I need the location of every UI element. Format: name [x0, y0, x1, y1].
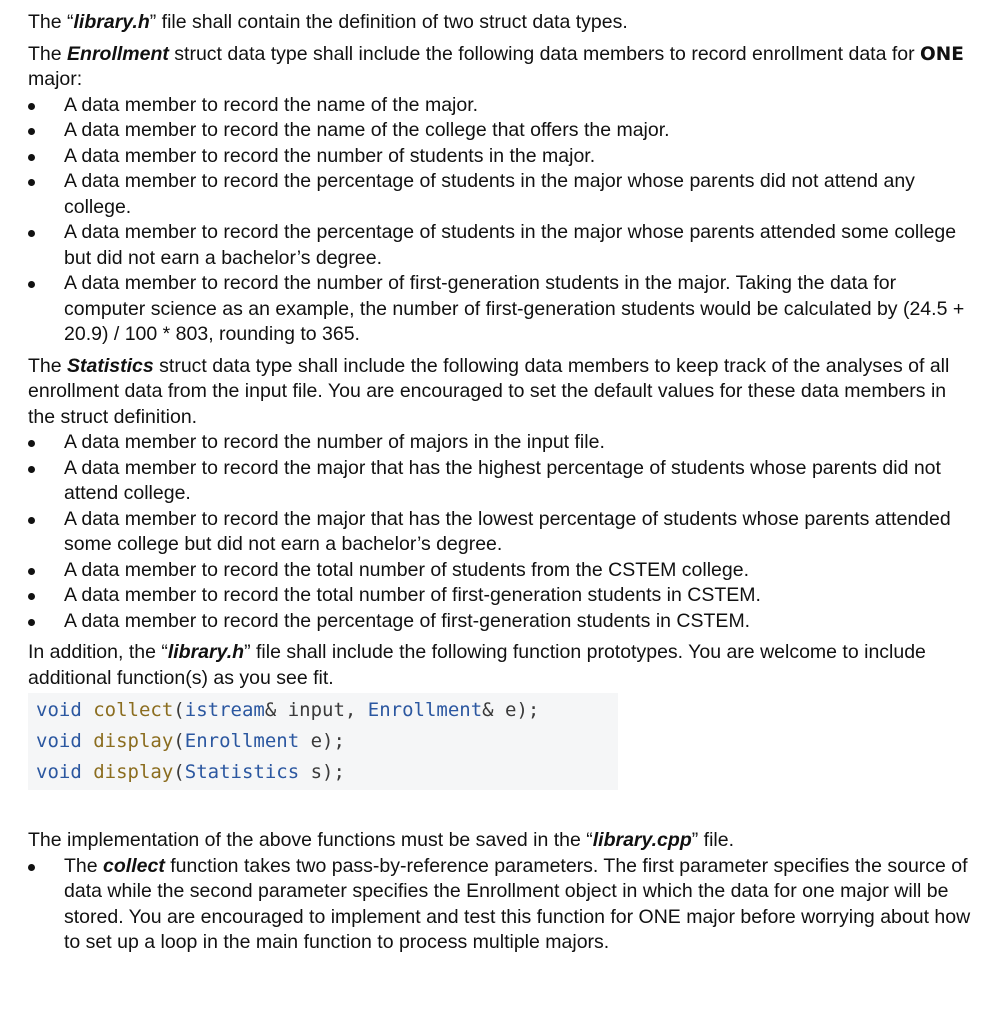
bullet-icon [28, 440, 35, 447]
list-item [28, 93, 978, 119]
code-type: Enrollment [184, 730, 300, 752]
bullet-icon [28, 466, 35, 473]
list-item [28, 609, 978, 635]
list-item-text: A data member to record the name of the college that offers the major. [64, 119, 670, 141]
code-type: Statistics [184, 761, 300, 783]
list-item [28, 271, 978, 348]
code-punct: s); [299, 761, 345, 783]
list-item-text: A data member to record the number of students in the major. [64, 144, 596, 167]
list-item [28, 583, 978, 609]
statistics-lead-after: struct data type shall include the following data members to keep track of the analyses of all enrollment data from the input file. You are encouraged to set the default values for these data members in the struct definition. [28, 354, 950, 428]
intro-paragraph [28, 10, 978, 36]
code-type: istream [184, 699, 265, 721]
list-item-text: A data member to record the major that has the lowest percentage of students whose parents attended some college but did not earn a bachelor’s degree. [64, 507, 951, 555]
code-line-display-enrollment [36, 726, 618, 757]
bullet-icon [28, 230, 35, 237]
statistics-paragraph [28, 354, 978, 431]
list-item-text: A data member to record the major that has the highest percentage of students whose parents did not attend college. [64, 456, 941, 504]
intro-text-after: ” file shall contain the definition of two struct data types. [149, 11, 628, 33]
list-item [28, 169, 978, 220]
list-item-text: A data member to record the number of majors in the input file. [64, 431, 605, 453]
implementation-bullet-function: collect [103, 854, 165, 877]
code-keyword: void [36, 699, 82, 721]
implementation-filename: library.cpp [592, 829, 692, 851]
code-type: Enrollment [367, 699, 483, 721]
bullet-icon [28, 179, 35, 186]
bullet-icon [28, 103, 35, 110]
prototypes-filename: library.h [167, 641, 245, 663]
bullet-icon [28, 281, 35, 288]
code-keyword: void [36, 761, 82, 783]
intro-text-before: The “ [28, 11, 74, 33]
implementation-bullet-after: function takes two pass-by-reference parameters. The first parameter specifies the source of data while the second parameter specifies the Enrollment object in which the data for one major will be stored. You are encouraged to implement and test this function for ONE major before worrying about how to set up a loop in the main function to process multiple majors. [64, 854, 971, 953]
list-item [28, 558, 978, 584]
list-item [28, 430, 978, 456]
code-punct: ( [173, 699, 185, 721]
prototypes-text-after: ” file shall include the following function prototypes. You are welcome to include additional function(s) as you see fit. [28, 641, 926, 689]
enrollment-one: ONE [920, 43, 964, 65]
bullet-icon [28, 128, 35, 135]
code-punct: ( [173, 761, 185, 783]
bullet-icon [28, 864, 35, 871]
bullet-icon [28, 593, 35, 600]
list-item [28, 507, 978, 558]
code-punct: & input, [264, 699, 368, 721]
enrollment-paragraph [28, 42, 978, 93]
statistics-lead-before: The [28, 354, 68, 377]
list-item-text: A data member to record the percentage of students in the major whose parents did not attend any college. [64, 170, 915, 218]
implementation-text-after: ” file. [691, 829, 734, 851]
prototypes-text-before: In addition, the “ [28, 641, 168, 663]
implementation-paragraph [28, 828, 978, 854]
code-punct: ( [173, 730, 185, 752]
bullet-icon [28, 619, 35, 626]
implementation-bullet-list [28, 854, 978, 956]
list-item [28, 118, 978, 144]
list-item [28, 456, 978, 507]
list-item-text: A data member to record the percentage of students in the major whose parents attended some college but did not earn a bachelor’s degree. [64, 221, 957, 269]
list-item-text: A data member to record the percentage of first-generation students in CSTEM. [64, 609, 751, 632]
statistics-bullet-list [28, 430, 978, 634]
statistics-struct-name: Statistics [67, 354, 154, 377]
list-item [28, 854, 978, 956]
enrollment-lead-before: The [28, 42, 68, 65]
list-item-text: A data member to record the name of the major. [64, 93, 479, 116]
list-item-text: A data member to record the total number of first-generation students in CSTEM. [64, 584, 761, 606]
implementation-bullet-before: The [64, 854, 104, 877]
code-line-display-statistics [36, 757, 618, 788]
enrollment-struct-name: Enrollment [67, 42, 169, 65]
code-function-name: display [93, 730, 174, 752]
code-block [28, 693, 618, 790]
enrollment-lead-middle: struct data type shall include the following data members to record enrollment data for [168, 42, 921, 65]
intro-filename: library.h [73, 11, 150, 33]
code-line-collect [36, 695, 618, 726]
list-item-text: A data member to record the total number of students from the CSTEM college. [64, 558, 749, 581]
enrollment-lead-after: major: [28, 68, 83, 90]
bullet-icon [28, 568, 35, 575]
code-keyword: void [36, 730, 82, 752]
bullet-icon [28, 517, 35, 524]
prototypes-paragraph [28, 640, 978, 691]
enrollment-bullet-list [28, 93, 978, 348]
code-function-name: display [93, 761, 174, 783]
bullet-icon [28, 154, 35, 161]
code-punct: & e); [482, 699, 540, 721]
document-page [28, 10, 978, 962]
code-function-name: collect [93, 699, 174, 721]
code-punct: e); [299, 730, 345, 752]
list-item-text: A data member to record the number of first-generation students in the major. Taking the data for computer science as an example, the number of first-generation students would be calculated by (24.5 + 20.9) / 100 * 803, rounding to 365. [64, 272, 965, 345]
list-item [28, 144, 978, 170]
implementation-text-before: The implementation of the above functions must be saved in the “ [28, 829, 593, 851]
list-item [28, 220, 978, 271]
